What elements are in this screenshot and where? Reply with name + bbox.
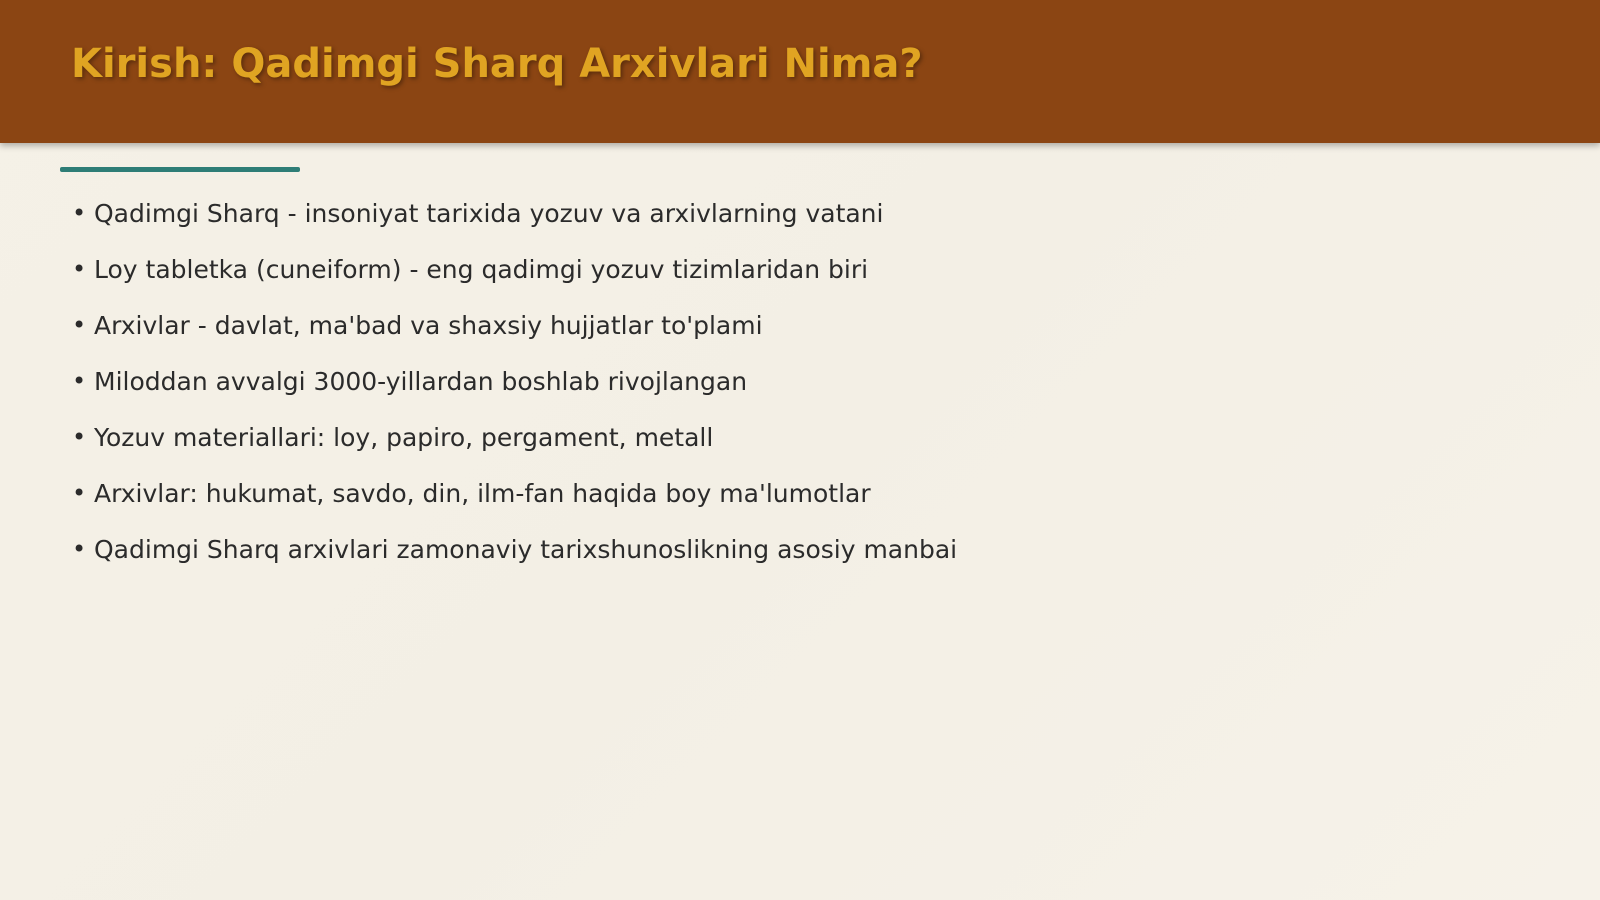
bullet-item	[72, 241, 957, 297]
bullet-text: Arxivlar: hukumat, savdo, din, ilm-fan haqida boy ma'lumotlar	[94, 478, 871, 508]
bullet-item	[72, 521, 957, 577]
bullet-dot-icon: •	[72, 367, 87, 395]
bullet-item	[72, 353, 957, 409]
slide-title: Kirish: Qadimgi Sharq Arxivlari Nima?	[71, 41, 923, 87]
bullet-dot-icon: •	[72, 199, 87, 227]
title-bar	[0, 0, 1600, 143]
bullet-item	[72, 465, 957, 521]
bullet-text: Qadimgi Sharq - insoniyat tarixida yozuv va arxivlarning vatani	[94, 198, 884, 228]
bullet-item	[72, 185, 957, 241]
bullet-dot-icon: •	[72, 535, 87, 563]
bullet-dot-icon: •	[72, 255, 87, 283]
bullet-dot-icon: •	[72, 423, 87, 451]
bullet-item	[72, 409, 957, 465]
bullet-item	[72, 297, 957, 353]
accent-divider	[60, 167, 300, 172]
bullet-dot-icon: •	[72, 479, 87, 507]
bullet-list	[72, 185, 957, 577]
bullet-text: Loy tabletka (cuneiform) - eng qadimgi yozuv tizimlaridan biri	[94, 254, 869, 284]
bullet-text: Miloddan avvalgi 3000-yillardan boshlab rivojlangan	[94, 366, 748, 396]
bullet-text: Yozuv materiallari: loy, papiro, pergament, metall	[94, 422, 714, 452]
bullet-dot-icon: •	[72, 311, 87, 339]
bullet-text: Qadimgi Sharq arxivlari zamonaviy tarixshunoslikning asosiy manbai	[94, 534, 958, 564]
bullet-text: Arxivlar - davlat, ma'bad va shaxsiy hujjatlar to'plami	[94, 310, 763, 340]
